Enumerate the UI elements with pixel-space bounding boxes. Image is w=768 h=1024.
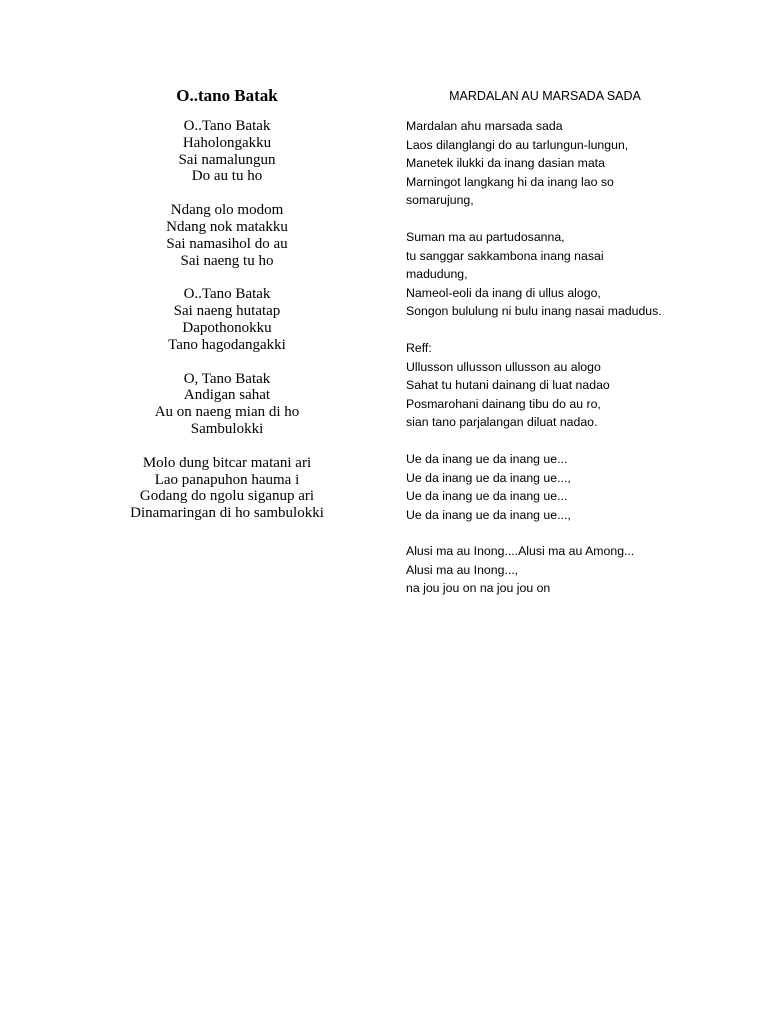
- lyric-line: Andigan sahat: [183, 387, 271, 404]
- lyric-line: O..Tano Batak: [183, 286, 271, 303]
- right-stanza-1: [406, 117, 706, 210]
- left-stanza-4: [118, 371, 336, 438]
- lyric-line: Manetek ilukki da inang dasian mata: [406, 156, 605, 171]
- left-song-title: O..tano Batak: [176, 86, 278, 105]
- lyric-line: somarujung,: [406, 193, 474, 208]
- lyric-line: Sambulokki: [190, 420, 264, 437]
- lyric-line: sian tano parjalangan diluat nadao.: [406, 415, 598, 430]
- lyric-line: Sai namalungun: [178, 151, 276, 168]
- left-stanza-2: [118, 202, 336, 269]
- lyric-line: Songon bululung ni bulu inang nasai madudus.: [406, 304, 662, 319]
- lyric-line: Ue da inang ue da inang ue...,: [406, 507, 571, 522]
- lyric-line: Sai naeng hutatap: [173, 303, 281, 320]
- lyric-line: Dapothonokku: [182, 319, 272, 336]
- right-stanza-reff: [406, 339, 706, 432]
- left-song: [118, 86, 336, 539]
- lyric-line: tu sanggar sakkambona inang nasai: [406, 248, 604, 263]
- left-stanza-3: [118, 286, 336, 353]
- right-song-title: MARDALAN AU MARSADA SADA: [449, 89, 641, 103]
- lyric-line: Do au tu ho: [191, 168, 263, 185]
- left-stanza-1: [118, 118, 336, 185]
- lyric-line: na jou jou on na jou jou on: [406, 581, 551, 596]
- right-stanza-2: [406, 228, 706, 321]
- reff-label: Reff:: [406, 340, 432, 355]
- right-stanza-4: [406, 450, 706, 524]
- lyric-line: Tano hagodangakki: [168, 336, 286, 353]
- lyric-line: Laos dilanglangi do au tarlungun-lungun,: [406, 137, 629, 152]
- lyric-line: Nameol-eoli da inang di ullus alogo,: [406, 285, 601, 300]
- lyric-line: Mardalan ahu marsada sada: [406, 119, 563, 133]
- lyric-line: Alusi ma au Inong...,: [406, 562, 519, 577]
- lyric-line: O..Tano Batak: [183, 118, 271, 134]
- lyric-line: madudung,: [406, 267, 468, 282]
- lyric-line: Sahat tu hutani dainang di luat nadao: [406, 378, 610, 393]
- lyric-line: Ue da inang ue da inang ue...: [406, 451, 568, 466]
- lyric-line: Suman ma au partudosanna,: [406, 229, 565, 244]
- right-stanza-5: [406, 542, 706, 598]
- lyric-line: Sai naeng tu ho: [180, 252, 274, 269]
- lyric-line: Ullusson ullusson ullusson au alogo: [406, 359, 601, 374]
- lyric-line: Ndang nok matakku: [166, 218, 288, 235]
- lyric-line: Marningot langkang hi da inang lao so: [406, 174, 614, 189]
- lyric-line: O, Tano Batak: [183, 370, 271, 387]
- lyric-line: Ue da inang ue da inang ue...,: [406, 470, 571, 485]
- lyric-line: Au on naeng mian di ho: [154, 404, 300, 421]
- lyric-line: Posmarohani dainang tibu do au ro,: [406, 396, 601, 411]
- lyric-line: Ndang olo modom: [170, 202, 284, 219]
- lyric-line: Haholongakku: [182, 134, 272, 151]
- lyric-line: Sai namasihol do au: [166, 235, 288, 252]
- left-stanza-5: [118, 455, 336, 522]
- lyric-line: Lao panapuhon hauma i: [154, 471, 300, 488]
- lyric-line: Molo dung bitcar matani ari: [142, 454, 312, 471]
- lyric-line: Alusi ma au Inong....Alusi ma au Among...: [406, 544, 635, 559]
- lyric-line: Godang do ngolu siganup ari: [139, 488, 315, 505]
- right-song: [406, 87, 706, 616]
- lyric-line: Dinamaringan di ho sambulokki: [130, 505, 324, 522]
- lyric-line: Ue da inang ue da inang ue...: [406, 489, 568, 504]
